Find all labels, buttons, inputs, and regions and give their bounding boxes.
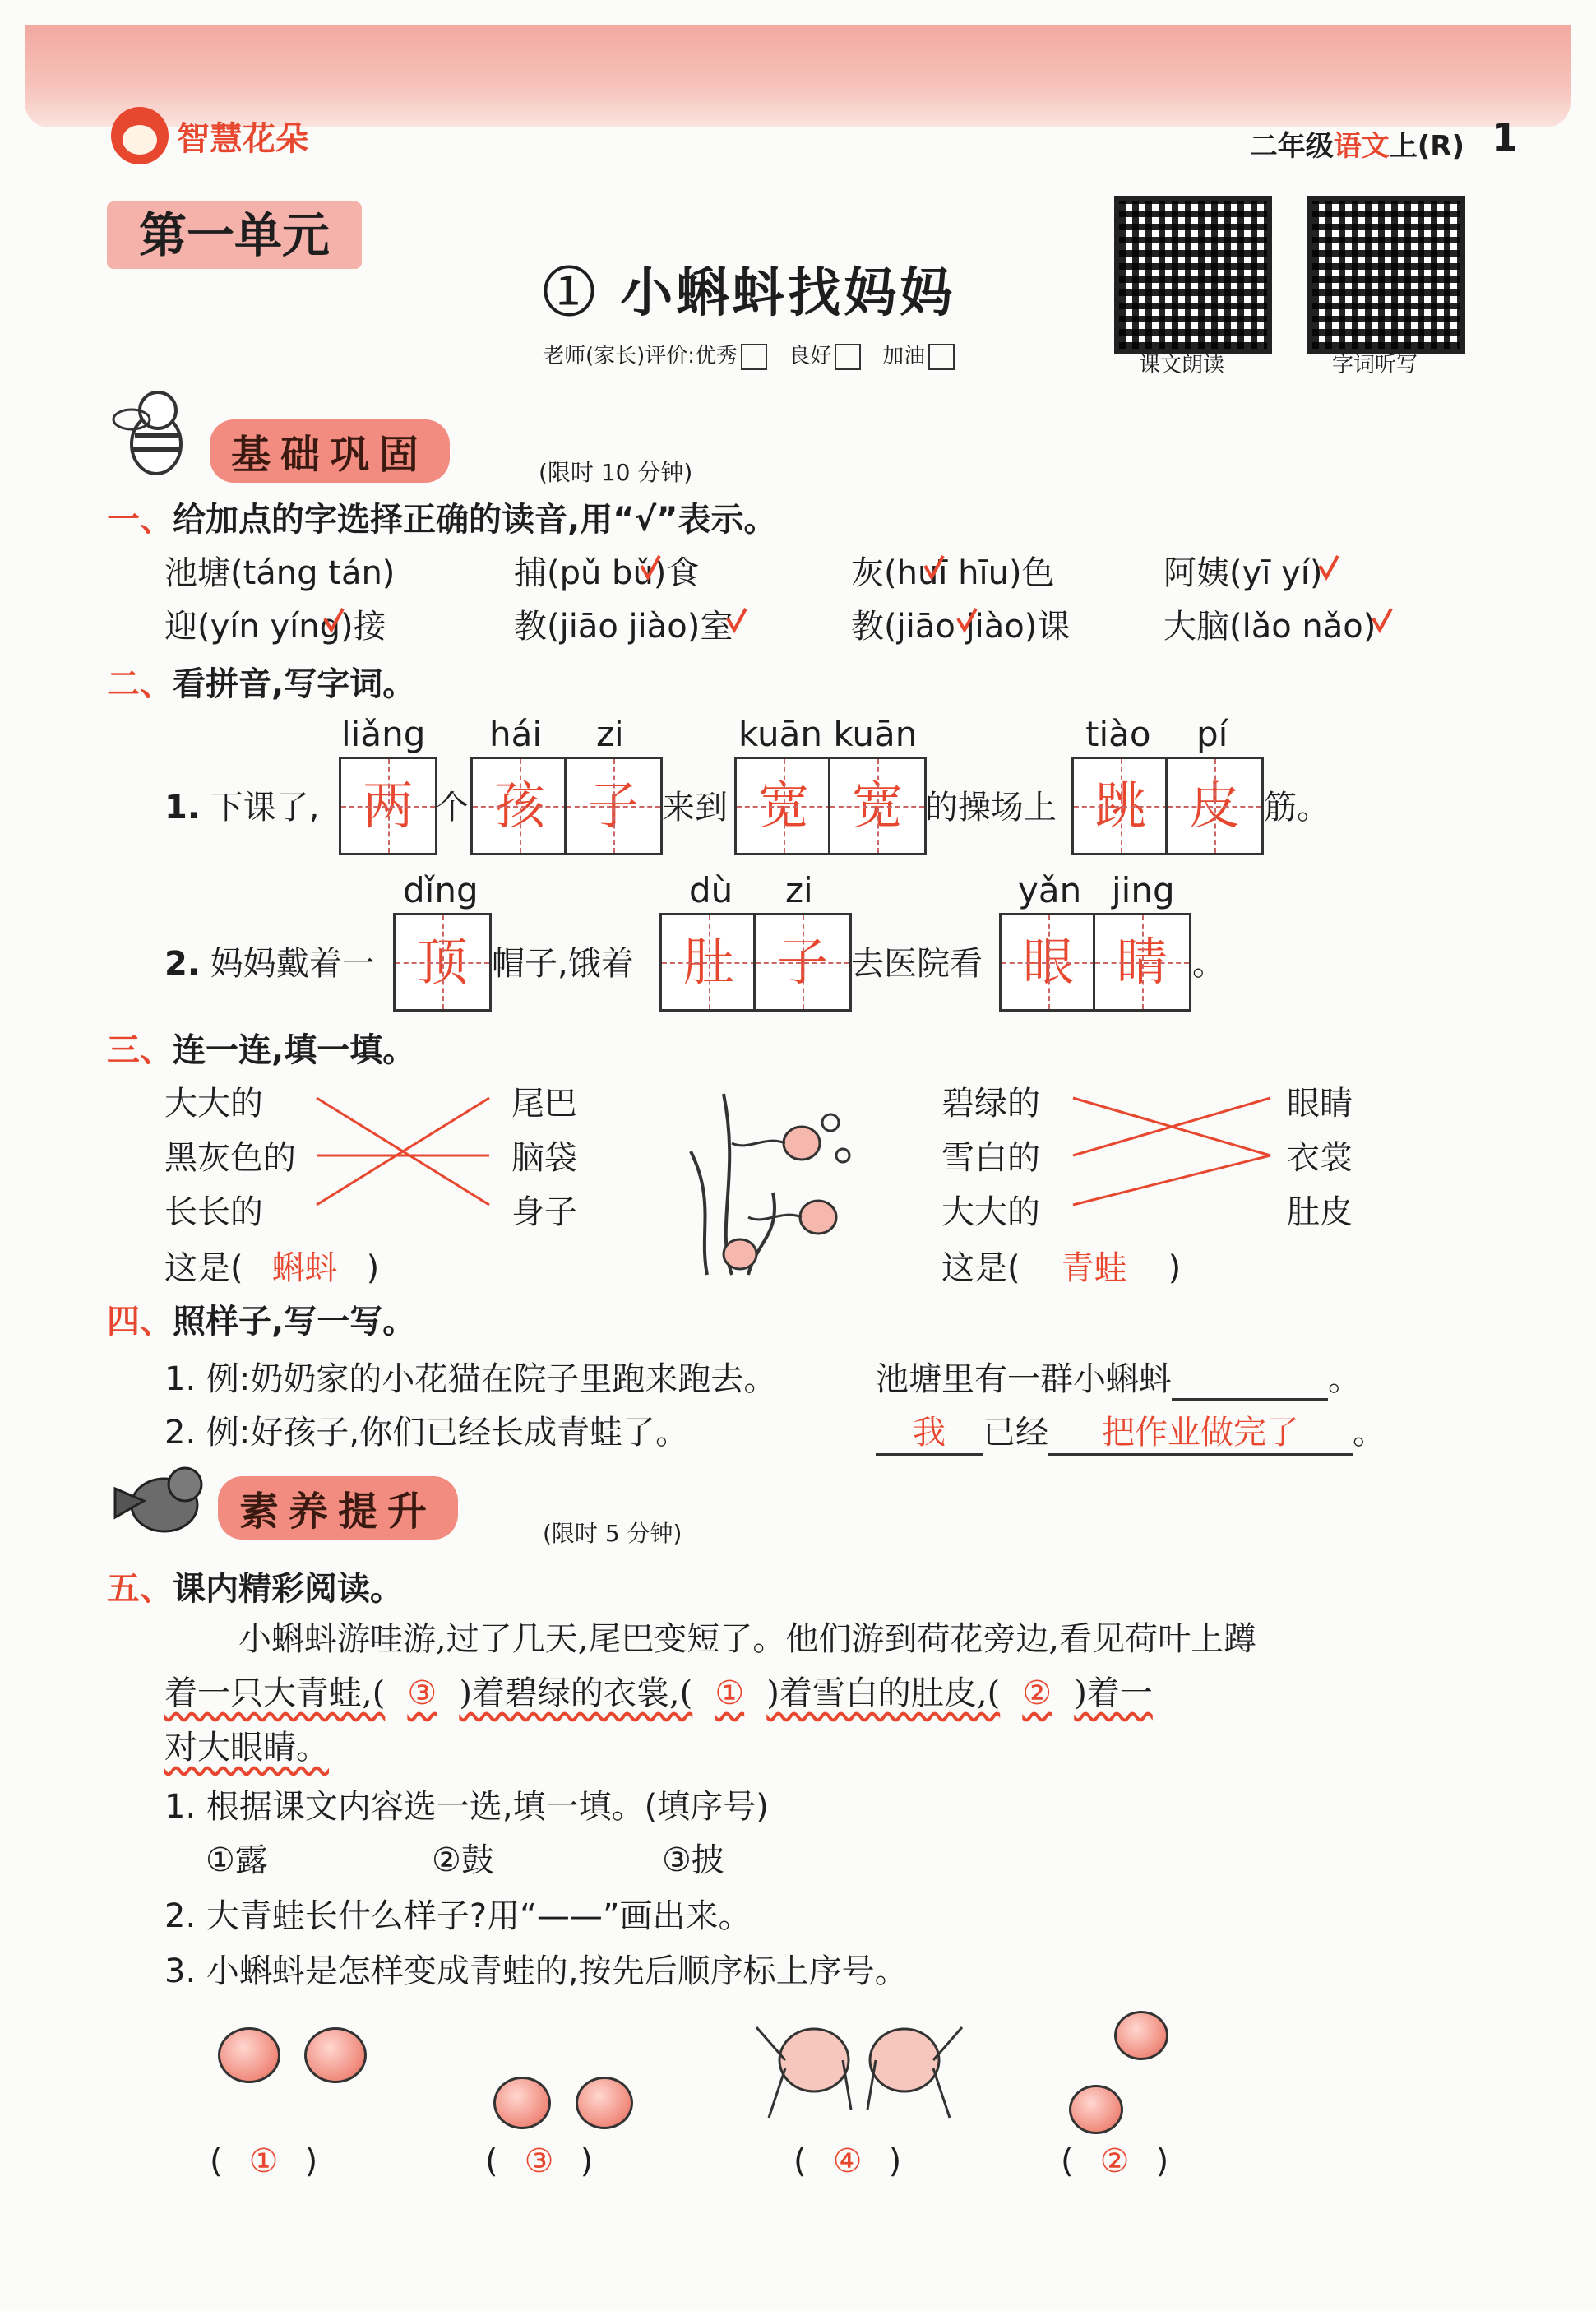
q4-blank-1[interactable]	[1172, 1360, 1328, 1401]
evaluation-row: 老师(家长)评价:优秀 良好 加油	[543, 339, 955, 370]
pinyin: tiào	[1085, 714, 1151, 754]
q1-item: 教(jiāo jiào)室	[514, 608, 733, 646]
match-line	[1073, 1156, 1270, 1205]
q4-fill-1: 池塘里有一群小蝌蚪 。	[876, 1353, 1361, 1401]
grade-label: 二年级语文上(R)	[1249, 130, 1464, 163]
q1-item: 大脑(lǎo nǎo)	[1163, 608, 1376, 646]
q2-s1-text: 筋。	[1264, 789, 1330, 827]
q3-left-answer: 这是( 蝌蚪 )	[164, 1249, 380, 1287]
tadpole-legs-illustration	[493, 2077, 551, 2129]
order-answer: ( ④ )	[793, 2142, 902, 2180]
match-left-target[interactable]: 身子	[511, 1193, 577, 1231]
q5-sub3: 3. 小蝌蚪是怎样变成青蛙的,按先后顺序标上序号。	[164, 1952, 908, 1990]
q1-item: 捕(pǔ bǔ)食	[514, 554, 700, 592]
eval-excellent-checkbox[interactable]	[741, 344, 767, 370]
char-box[interactable]: 肚	[659, 913, 758, 1012]
tadpole-stage2-illustration	[1069, 2085, 1123, 2134]
pinyin: yǎn	[1018, 870, 1082, 910]
char-box[interactable]: 皮	[1165, 757, 1264, 855]
q5-heading: 五、课内精彩阅读。	[107, 1570, 403, 1608]
pinyin: kuān kuān	[738, 714, 918, 754]
q2-s1-text: 1. 下课了,	[164, 789, 320, 827]
match-right-item[interactable]: 碧绿的	[941, 1085, 1040, 1123]
char-box[interactable]: 孩	[470, 757, 569, 855]
eval-cheer-checkbox[interactable]	[928, 344, 955, 370]
q1-item: 教(jiāo jiào)课	[851, 608, 1071, 646]
reading-passage	[164, 1612, 1472, 1775]
q2-s2-text: 。	[1192, 945, 1225, 983]
q3-heading: 三、连一连,填一填。	[107, 1031, 416, 1069]
tadpole-water-illustration	[658, 1077, 872, 1283]
match-right-target[interactable]: 眼睛	[1287, 1085, 1353, 1123]
tadpole-stage1-illustration	[218, 2027, 280, 2083]
char-box[interactable]: 子	[564, 757, 663, 855]
pinyin: liǎng	[341, 714, 426, 754]
q2-s2-text: 去医院看	[851, 945, 983, 983]
match-right-item[interactable]: 雪白的	[941, 1139, 1040, 1177]
pinyin: zi	[785, 870, 813, 910]
char-box[interactable]: 眼	[999, 913, 1098, 1012]
bird-icon	[107, 1456, 214, 1546]
section-basic-limit: (限时 10 分钟)	[539, 459, 693, 486]
char-box[interactable]: 子	[753, 913, 852, 1012]
qr-caption-dictation: 字词听写	[1332, 353, 1418, 377]
q1-item: 池塘(táng tán)	[164, 554, 396, 592]
match-left-target[interactable]: 脑袋	[511, 1139, 577, 1177]
qr-code-reading[interactable]	[1114, 196, 1272, 354]
tadpole-stage1-illustration	[304, 2027, 367, 2083]
qr-caption-reading: 课文朗读	[1139, 353, 1225, 377]
q4-blank-2[interactable]: 我	[876, 1406, 983, 1456]
section-improve-tag: 素养提升	[218, 1476, 458, 1540]
match-line	[1073, 1098, 1270, 1156]
match-right-target[interactable]: 肚皮	[1287, 1193, 1353, 1231]
passage-line: 小蝌蚪游哇游,过了几天,尾巴变短了。他们游到荷花旁边,看见荷叶上蹲	[238, 1620, 1257, 1658]
q1-item: 阿姨(yī yí)	[1163, 554, 1323, 592]
pinyin: dǐng	[403, 870, 479, 910]
order-answer: ( ① )	[210, 2142, 318, 2180]
q4-fill-2: 我 已经 把作业做完了 。	[876, 1406, 1386, 1456]
pinyin: pí	[1196, 714, 1228, 754]
passage-line: 对大眼睛。	[164, 1729, 329, 1767]
q5-option: ②鼓	[432, 1841, 494, 1879]
q5-sub2: 2. 大青蛙长什么样子?用“——”画出来。	[164, 1897, 752, 1935]
match-left-target[interactable]: 尾巴	[511, 1085, 577, 1123]
q3-right-answer: 这是( 青蛙 )	[941, 1249, 1182, 1287]
match-line	[317, 1098, 489, 1205]
section-improve-limit: (限时 5 分钟)	[543, 1520, 682, 1547]
match-line	[317, 1098, 489, 1205]
q2-s2-text: 2. 妈妈戴着一	[164, 945, 375, 983]
lesson-title: ① 小蝌蚪找妈妈	[543, 262, 956, 324]
brand-logo	[111, 107, 308, 164]
q4-blank-3[interactable]: 把作业做完了	[1048, 1406, 1353, 1456]
unit-title: 第一单元	[107, 201, 362, 269]
q1-item: 灰(huī hīu)色	[851, 554, 1055, 592]
order-answer: ( ③ )	[485, 2142, 594, 2180]
char-box[interactable]: 睛	[1093, 913, 1191, 1012]
frogs-illustration	[752, 2003, 966, 2126]
q2-s2-text: 帽子,饿着	[492, 945, 634, 983]
pinyin: zi	[596, 714, 624, 754]
q5-sub1: 1. 根据课文内容选一选,填一填。(填序号)	[164, 1788, 769, 1826]
match-left-item[interactable]: 大大的	[164, 1085, 263, 1123]
q2-s1-text: 的操场上	[925, 789, 1057, 827]
eval-good-checkbox[interactable]	[835, 344, 861, 370]
q1-item: 迎(yín yíng)接	[164, 608, 386, 646]
q4-example-1: 1. 例:奶奶家的小花猫在院子里跑来跑去。	[164, 1360, 777, 1398]
q5-option: ①露	[206, 1841, 268, 1879]
match-line	[1073, 1098, 1270, 1156]
section-basic-tag: 基础巩固	[210, 419, 450, 483]
match-right-item[interactable]: 大大的	[941, 1193, 1040, 1231]
bee-icon	[107, 382, 206, 485]
q2-s1-text: 个	[436, 789, 469, 827]
match-left-item[interactable]: 黑灰色的	[164, 1139, 296, 1177]
q5-option: ③披	[662, 1841, 724, 1879]
pinyin: hái	[489, 714, 543, 754]
q2-s1-text: 来到	[662, 789, 728, 827]
brand-face-icon	[111, 107, 169, 164]
q4-heading: 四、照样子,写一写。	[107, 1303, 416, 1341]
char-box[interactable]: 跳	[1071, 757, 1170, 855]
q2-heading: 二、看拼音,写字词。	[107, 665, 416, 703]
qr-code-dictation[interactable]	[1307, 196, 1465, 354]
match-right-target[interactable]: 衣裳	[1287, 1139, 1353, 1177]
char-box[interactable]: 宽	[828, 757, 927, 855]
page-number: 1	[1491, 115, 1518, 160]
passage-line: 着一只大青蛙,( ③ )着碧绿的衣裳,( ① )着雪白的肚皮,( ② )着一	[164, 1674, 1153, 1712]
pinyin: dù	[689, 870, 733, 910]
match-left-item[interactable]: 长长的	[164, 1193, 263, 1231]
pinyin: jing	[1112, 870, 1175, 910]
char-box[interactable]: 顶	[393, 913, 492, 1012]
char-box[interactable]: 宽	[734, 757, 833, 855]
char-box[interactable]: 两	[339, 757, 437, 855]
q1-heading: 一、给加点的字选择正确的读音,用“√”表示。	[107, 501, 777, 539]
brand-name: 智慧花朵	[177, 118, 308, 158]
q4-example-2: 2. 例:好孩子,你们已经长成青蛙了。	[164, 1414, 689, 1452]
tadpole-stage2-illustration	[1114, 2011, 1168, 2060]
order-answer: ( ② )	[1061, 2142, 1169, 2180]
tadpole-legs-illustration	[576, 2077, 633, 2129]
